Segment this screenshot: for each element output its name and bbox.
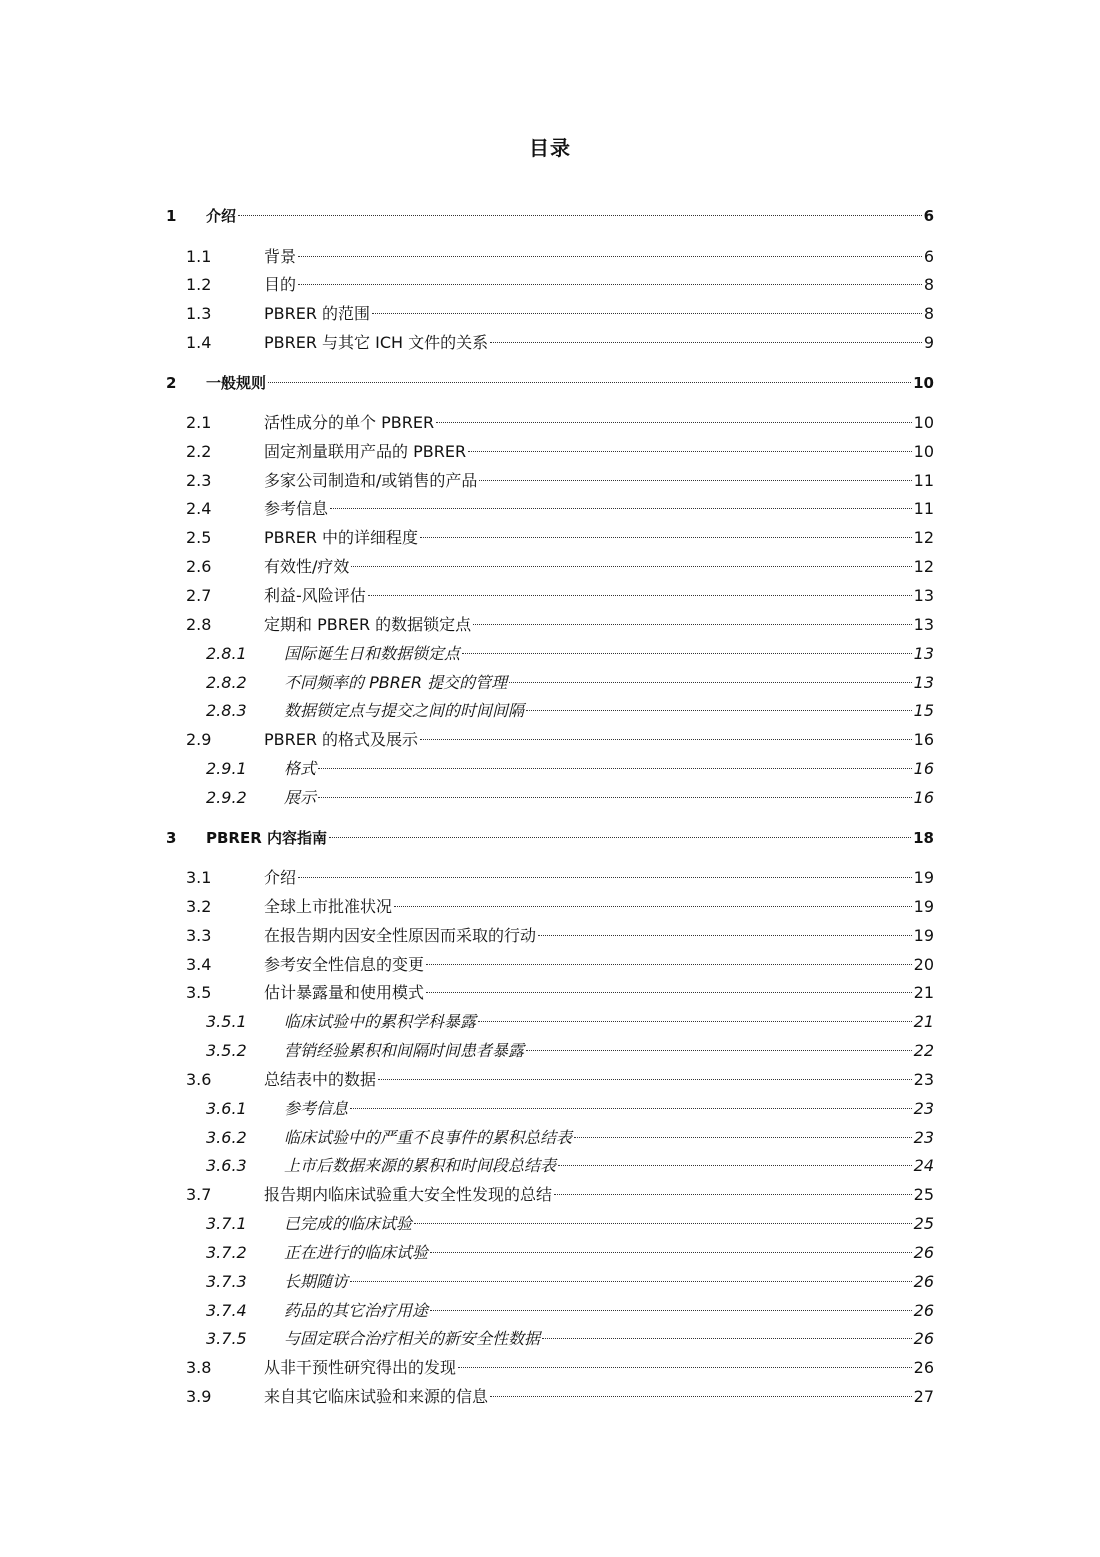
dot-leader bbox=[542, 1338, 912, 1339]
toc-entry-page: 26 bbox=[913, 1301, 934, 1320]
toc-entry-title: 国际诞生日和数据锁定点 bbox=[284, 644, 461, 663]
toc-entry-title: PBRER 的格式及展示 bbox=[264, 730, 419, 749]
toc-entry-page: 12 bbox=[913, 528, 934, 547]
toc-entry-title: 不同频率的 PBRER 提交的管理 bbox=[284, 673, 508, 692]
toc-entry-page: 13 bbox=[913, 644, 934, 663]
toc-entry-number: 2.3 bbox=[186, 471, 212, 490]
toc-entry-number: 3.7.3 bbox=[206, 1272, 247, 1291]
toc-entry[interactable] bbox=[166, 497, 934, 521]
toc-entry-number: 3.6.3 bbox=[206, 1156, 247, 1175]
toc-entry-title: 参考安全性信息的变更 bbox=[264, 955, 425, 974]
toc-entry[interactable] bbox=[166, 895, 934, 919]
toc-entry[interactable] bbox=[166, 1010, 934, 1034]
toc-entry-title: 利益-风险评估 bbox=[264, 586, 366, 605]
toc-entry-number: 3.6.1 bbox=[206, 1099, 247, 1118]
toc-entry-title: 正在进行的临床试验 bbox=[284, 1243, 429, 1262]
toc-entry-title: 数据锁定点与提交之间的时间间隔 bbox=[284, 701, 525, 720]
toc-entry[interactable] bbox=[166, 1356, 934, 1380]
toc-entry-number: 2.8.2 bbox=[206, 673, 247, 692]
toc-entry-number: 3.4 bbox=[186, 955, 212, 974]
toc-entry-page: 20 bbox=[913, 955, 934, 974]
toc-entry-number: 2.8.3 bbox=[206, 701, 247, 720]
dot-leader bbox=[526, 1050, 912, 1051]
toc-entry-page: 27 bbox=[913, 1387, 934, 1406]
toc-entry-title: 参考信息 bbox=[264, 499, 329, 518]
toc-title: 目录 bbox=[529, 136, 571, 160]
toc-entry-number: 2.5 bbox=[186, 528, 212, 547]
toc-entry-title: 介绍 bbox=[206, 207, 237, 225]
toc-entry[interactable] bbox=[166, 411, 934, 435]
toc-entry[interactable] bbox=[166, 371, 934, 395]
dot-leader bbox=[350, 1108, 912, 1109]
toc-entry-title: 格式 bbox=[284, 759, 317, 778]
toc-entry-title: 来自其它临床试验和来源的信息 bbox=[264, 1387, 489, 1406]
dot-leader bbox=[414, 1223, 912, 1224]
toc-entry-page: 13 bbox=[913, 586, 934, 605]
toc-entry-page: 8 bbox=[923, 304, 934, 323]
toc-entry-number: 3.5 bbox=[186, 983, 212, 1002]
dot-leader bbox=[509, 682, 911, 683]
dot-leader bbox=[458, 1367, 912, 1368]
toc-entry-title: 从非干预性研究得出的发现 bbox=[264, 1358, 457, 1377]
toc-entry-page: 11 bbox=[913, 471, 934, 490]
toc-entry-title: 定期和 PBRER 的数据锁定点 bbox=[264, 615, 472, 634]
toc-entry-number: 1.1 bbox=[186, 247, 212, 266]
toc-entry[interactable] bbox=[166, 1241, 934, 1265]
toc-entry-title: 固定剂量联用产品的 PBRER bbox=[264, 442, 467, 461]
toc-entry-number: 3.8 bbox=[186, 1358, 212, 1377]
toc-entry-title: PBRER 的范围 bbox=[264, 304, 371, 323]
toc-entry-title: 有效性/疗效 bbox=[264, 557, 350, 576]
toc-entry[interactable] bbox=[166, 1270, 934, 1294]
dot-leader bbox=[378, 1079, 912, 1080]
toc-entry-title: PBRER 内容指南 bbox=[206, 829, 327, 847]
dot-leader bbox=[330, 508, 912, 509]
toc-entry-page: 21 bbox=[913, 1012, 934, 1031]
toc-entry[interactable] bbox=[166, 1299, 934, 1323]
dot-leader bbox=[558, 1165, 912, 1166]
toc-entry[interactable] bbox=[166, 757, 934, 781]
toc-entry[interactable] bbox=[166, 1097, 934, 1121]
toc-entry-title: 估计暴露量和使用模式 bbox=[264, 983, 425, 1002]
toc-entry-page: 25 bbox=[913, 1185, 934, 1204]
dot-leader bbox=[574, 1137, 912, 1138]
toc-entry-number: 3.7 bbox=[186, 1185, 212, 1204]
toc-entry-page: 22 bbox=[913, 1041, 934, 1060]
toc-entry-page: 23 bbox=[913, 1099, 934, 1118]
toc-entry[interactable] bbox=[166, 826, 934, 850]
toc-entry-title: 目的 bbox=[264, 275, 297, 294]
toc-entry[interactable] bbox=[166, 273, 934, 297]
toc-entry-page: 16 bbox=[913, 759, 934, 778]
dot-leader bbox=[268, 382, 911, 383]
toc-entry[interactable] bbox=[166, 613, 934, 637]
toc-entry-title: 药品的其它治疗用途 bbox=[284, 1301, 429, 1320]
toc-entry-page: 10 bbox=[913, 374, 934, 392]
dot-leader bbox=[430, 1252, 912, 1253]
toc-entry-title: 营销经验累积和间隔时间患者暴露 bbox=[284, 1041, 525, 1060]
toc-entry-number: 3.3 bbox=[186, 926, 212, 945]
dot-leader bbox=[490, 342, 922, 343]
toc-entry-number: 3 bbox=[166, 829, 177, 847]
toc-entry-number: 3.6 bbox=[186, 1070, 212, 1089]
toc-entry[interactable] bbox=[166, 440, 934, 464]
toc-entry-title: 参考信息 bbox=[284, 1099, 349, 1118]
toc-entry-number: 2.7 bbox=[186, 586, 212, 605]
toc-entry[interactable] bbox=[166, 728, 934, 752]
dot-leader bbox=[426, 964, 912, 965]
toc-entry-title: 总结表中的数据 bbox=[264, 1070, 377, 1089]
dot-leader bbox=[318, 768, 912, 769]
toc-entry-page: 13 bbox=[913, 673, 934, 692]
toc-entry-title: 在报告期内因安全性原因而采取的行动 bbox=[264, 926, 537, 945]
toc-entry[interactable] bbox=[166, 924, 934, 948]
toc-entry-number: 2.9.2 bbox=[206, 788, 247, 807]
toc-entry-page: 16 bbox=[913, 788, 934, 807]
toc-entry[interactable] bbox=[166, 786, 934, 810]
toc-entry[interactable] bbox=[166, 866, 934, 890]
toc-entry-number: 3.5.1 bbox=[206, 1012, 247, 1031]
dot-leader bbox=[468, 451, 912, 452]
dot-leader bbox=[394, 906, 912, 907]
toc-entry[interactable] bbox=[166, 671, 934, 695]
toc-entry-number: 3.5.2 bbox=[206, 1041, 247, 1060]
toc-entry-page: 15 bbox=[913, 701, 934, 720]
dot-leader bbox=[298, 877, 912, 878]
dot-leader bbox=[238, 215, 922, 216]
toc-entry-page: 24 bbox=[913, 1156, 934, 1175]
toc-entry-number: 3.6.2 bbox=[206, 1128, 247, 1147]
toc-entry[interactable] bbox=[166, 642, 934, 666]
toc-entry[interactable] bbox=[166, 331, 934, 355]
toc-entry-number: 3.7.1 bbox=[206, 1214, 247, 1233]
toc-entry[interactable] bbox=[166, 981, 934, 1005]
toc-entry[interactable] bbox=[166, 245, 934, 269]
dot-leader bbox=[473, 624, 911, 625]
toc-entry-page: 11 bbox=[913, 499, 934, 518]
toc-entry-title: 报告期内临床试验重大安全性发现的总结 bbox=[264, 1185, 553, 1204]
toc-entry-number: 2.6 bbox=[186, 557, 212, 576]
toc-entry-number: 3.7.2 bbox=[206, 1243, 247, 1262]
toc-entry-number: 1.4 bbox=[186, 333, 212, 352]
toc-entry-page: 26 bbox=[913, 1243, 934, 1262]
toc-entry-page: 19 bbox=[913, 897, 934, 916]
toc-entry-number: 2.4 bbox=[186, 499, 212, 518]
toc-entry-number: 1.3 bbox=[186, 304, 212, 323]
toc-entry-number: 2.8.1 bbox=[206, 644, 247, 663]
dot-leader bbox=[436, 422, 912, 423]
toc-entry-page: 19 bbox=[913, 868, 934, 887]
toc-entry-page: 8 bbox=[923, 275, 934, 294]
toc-entry-title: 临床试验中的严重不良事件的累积总结表 bbox=[284, 1128, 573, 1147]
dot-leader bbox=[351, 566, 911, 567]
dot-leader bbox=[430, 1310, 912, 1311]
toc-entry-page: 6 bbox=[923, 247, 934, 266]
toc-entry-page: 12 bbox=[913, 557, 934, 576]
toc-entry-number: 3.1 bbox=[186, 868, 212, 887]
toc-entry[interactable] bbox=[166, 204, 934, 228]
dot-leader bbox=[298, 284, 922, 285]
toc-entry-title: 与固定联合治疗相关的新安全性数据 bbox=[284, 1329, 541, 1348]
toc-entry-title: 临床试验中的累积学科暴露 bbox=[284, 1012, 477, 1031]
dot-leader bbox=[426, 992, 912, 993]
toc-entry[interactable] bbox=[166, 1327, 934, 1351]
toc-entry[interactable] bbox=[166, 1385, 934, 1409]
toc-entry[interactable] bbox=[166, 584, 934, 608]
toc-entry[interactable] bbox=[166, 1039, 934, 1063]
toc-entry-number: 2.9.1 bbox=[206, 759, 247, 778]
toc-entry-page: 10 bbox=[913, 442, 934, 461]
dot-leader bbox=[478, 1021, 912, 1022]
toc-entry-page: 23 bbox=[913, 1070, 934, 1089]
toc-entry-number: 1.2 bbox=[186, 275, 212, 294]
dot-leader bbox=[479, 480, 911, 481]
toc-entry-number: 3.2 bbox=[186, 897, 212, 916]
toc-entry[interactable] bbox=[166, 699, 934, 723]
toc-entry-title: 展示 bbox=[284, 788, 317, 807]
toc-entry-number: 3.9 bbox=[186, 1387, 212, 1406]
toc-entry[interactable] bbox=[166, 1212, 934, 1236]
toc-entry-title: 背景 bbox=[264, 247, 297, 266]
toc-entry-page: 23 bbox=[913, 1128, 934, 1147]
toc-entry-title: 介绍 bbox=[264, 868, 297, 887]
dot-leader bbox=[318, 797, 912, 798]
dot-leader bbox=[329, 837, 911, 838]
toc-entry-page: 18 bbox=[913, 829, 934, 847]
toc-entry-title: PBRER 中的详细程度 bbox=[264, 528, 419, 547]
dot-leader bbox=[538, 935, 912, 936]
dot-leader bbox=[554, 1194, 912, 1195]
toc-entry-title: 全球上市批准状况 bbox=[264, 897, 393, 916]
dot-leader bbox=[350, 1281, 912, 1282]
toc-entry-number: 2.8 bbox=[186, 615, 212, 634]
toc-entry-page: 21 bbox=[913, 983, 934, 1002]
dot-leader bbox=[526, 710, 912, 711]
toc-entry-title: 长期随访 bbox=[284, 1272, 349, 1291]
dot-leader bbox=[298, 256, 922, 257]
dot-leader bbox=[490, 1396, 912, 1397]
toc-entry[interactable] bbox=[166, 469, 934, 493]
toc-entry-page: 26 bbox=[913, 1358, 934, 1377]
toc-entry-page: 6 bbox=[923, 207, 934, 225]
dot-leader bbox=[420, 739, 912, 740]
toc-entry-page: 26 bbox=[913, 1272, 934, 1291]
toc-entry[interactable] bbox=[166, 302, 934, 326]
dot-leader bbox=[368, 595, 912, 596]
toc-entry-number: 1 bbox=[166, 207, 177, 225]
toc-entry[interactable] bbox=[166, 953, 934, 977]
toc-entry-number: 3.7.5 bbox=[206, 1329, 247, 1348]
toc-entry[interactable] bbox=[166, 1154, 934, 1178]
toc-entry-page: 26 bbox=[913, 1329, 934, 1348]
toc-entry-page: 10 bbox=[913, 413, 934, 432]
toc-entry-number: 2.9 bbox=[186, 730, 212, 749]
toc-entry-page: 13 bbox=[913, 615, 934, 634]
dot-leader bbox=[372, 313, 922, 314]
toc-entry-number: 2.2 bbox=[186, 442, 212, 461]
toc-entry-page: 16 bbox=[913, 730, 934, 749]
toc-entry[interactable] bbox=[166, 1183, 934, 1207]
toc-entry-page: 9 bbox=[923, 333, 934, 352]
toc-entry-number: 3.7.4 bbox=[206, 1301, 247, 1320]
toc-entry-number: 2 bbox=[166, 374, 177, 392]
toc-entry[interactable] bbox=[166, 555, 934, 579]
toc-entry-title: 活性成分的单个 PBRER bbox=[264, 413, 435, 432]
toc-entry-number: 2.1 bbox=[186, 413, 212, 432]
toc-entry-title: 已完成的临床试验 bbox=[284, 1214, 413, 1233]
toc-entry-title: 一般规则 bbox=[206, 374, 267, 392]
toc-entry[interactable] bbox=[166, 1068, 934, 1092]
dot-leader bbox=[462, 653, 912, 654]
toc-entry-title: 上市后数据来源的累积和时间段总结表 bbox=[284, 1156, 557, 1175]
toc-entry-title: 多家公司制造和/或销售的产品 bbox=[264, 471, 478, 490]
toc-entry-title: PBRER 与其它 ICH 文件的关系 bbox=[264, 333, 489, 352]
toc-entry-page: 19 bbox=[913, 926, 934, 945]
dot-leader bbox=[420, 537, 912, 538]
toc-entry[interactable] bbox=[166, 526, 934, 550]
toc-entry[interactable] bbox=[166, 1126, 934, 1150]
toc-entry-page: 25 bbox=[913, 1214, 934, 1233]
